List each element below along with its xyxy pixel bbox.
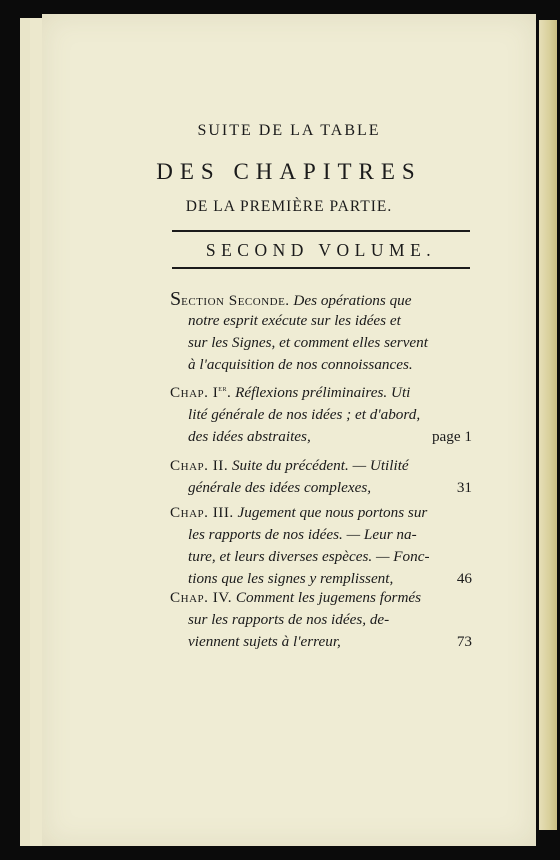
chapter-title-line: sur les rapports de nos idées, de- <box>188 611 390 628</box>
chapter-label-text: Chap. I <box>170 384 219 401</box>
chapter-title-line: Suite du précédent. — Utilité <box>231 457 409 474</box>
section-label: ection Seconde. <box>181 292 290 309</box>
chapter-entry <box>170 502 472 590</box>
chapter-title-line: lité générale de nos idées ; et d'abord, <box>188 406 421 423</box>
rule-bottom <box>172 267 470 269</box>
chapter-title-text: viennent sujets à l'erreur, <box>188 633 341 650</box>
part-heading: DE LA PREMIÈRE PARTIE. <box>185 198 393 215</box>
section-title-line: sur les Signes, et comment elles servent <box>188 334 428 351</box>
chapter-title-line: Comment les jugemens formés <box>235 589 422 606</box>
chapter-label-dot: . <box>226 384 232 401</box>
page-number: 31 <box>456 479 472 496</box>
section-initial: S <box>170 288 182 310</box>
chapter-label: Chap. II. <box>170 457 229 474</box>
section-title-line: notre esprit exécute sur les idées et <box>188 312 401 329</box>
section-title-line: Des opérations que <box>293 292 412 309</box>
chapter-entry <box>170 587 472 653</box>
chapter-label-sup: er <box>218 382 227 393</box>
volume-title: SECOND VOLUME. <box>205 240 437 260</box>
chapter-title-line: les rapports de nos idées. — Leur na- <box>188 526 417 543</box>
section-entry <box>170 288 472 376</box>
chapter-title-text: tions que les signes y remplissent, <box>188 570 394 587</box>
book-page <box>42 14 536 846</box>
chapter-title-line <box>170 426 472 448</box>
chapter-title-text: des idées abstraites, <box>188 428 311 445</box>
chapter-title-line <box>170 631 472 653</box>
page-number: page 1 <box>431 428 472 445</box>
page-number: 73 <box>456 633 472 650</box>
rule-top <box>172 230 470 232</box>
chapter-label: Chap. III. <box>170 504 234 521</box>
chapter-entry <box>170 455 472 499</box>
chapter-title-line: Jugement que nous portons sur <box>237 504 428 521</box>
chapter-title-line <box>170 477 472 499</box>
chapter-title-text: générale des idées complexes, <box>188 479 372 496</box>
facing-page-edge <box>539 20 557 830</box>
chapter-entry <box>170 382 472 448</box>
table-continuation-heading: SUITE DE LA TABLE <box>197 122 381 139</box>
chapter-label <box>170 384 231 401</box>
chapters-heading: DES CHAPITRES <box>156 159 422 184</box>
page-number: 46 <box>456 570 472 587</box>
chapter-title-line: ture, et leurs diverses espèces. — Fonc- <box>188 548 430 565</box>
chapter-title-line: Réflexions préliminaires. Uti <box>235 384 411 401</box>
chapter-label: Chap. IV. <box>170 589 233 606</box>
section-title-line: à l'acquisition de nos connoissances. <box>188 356 413 373</box>
